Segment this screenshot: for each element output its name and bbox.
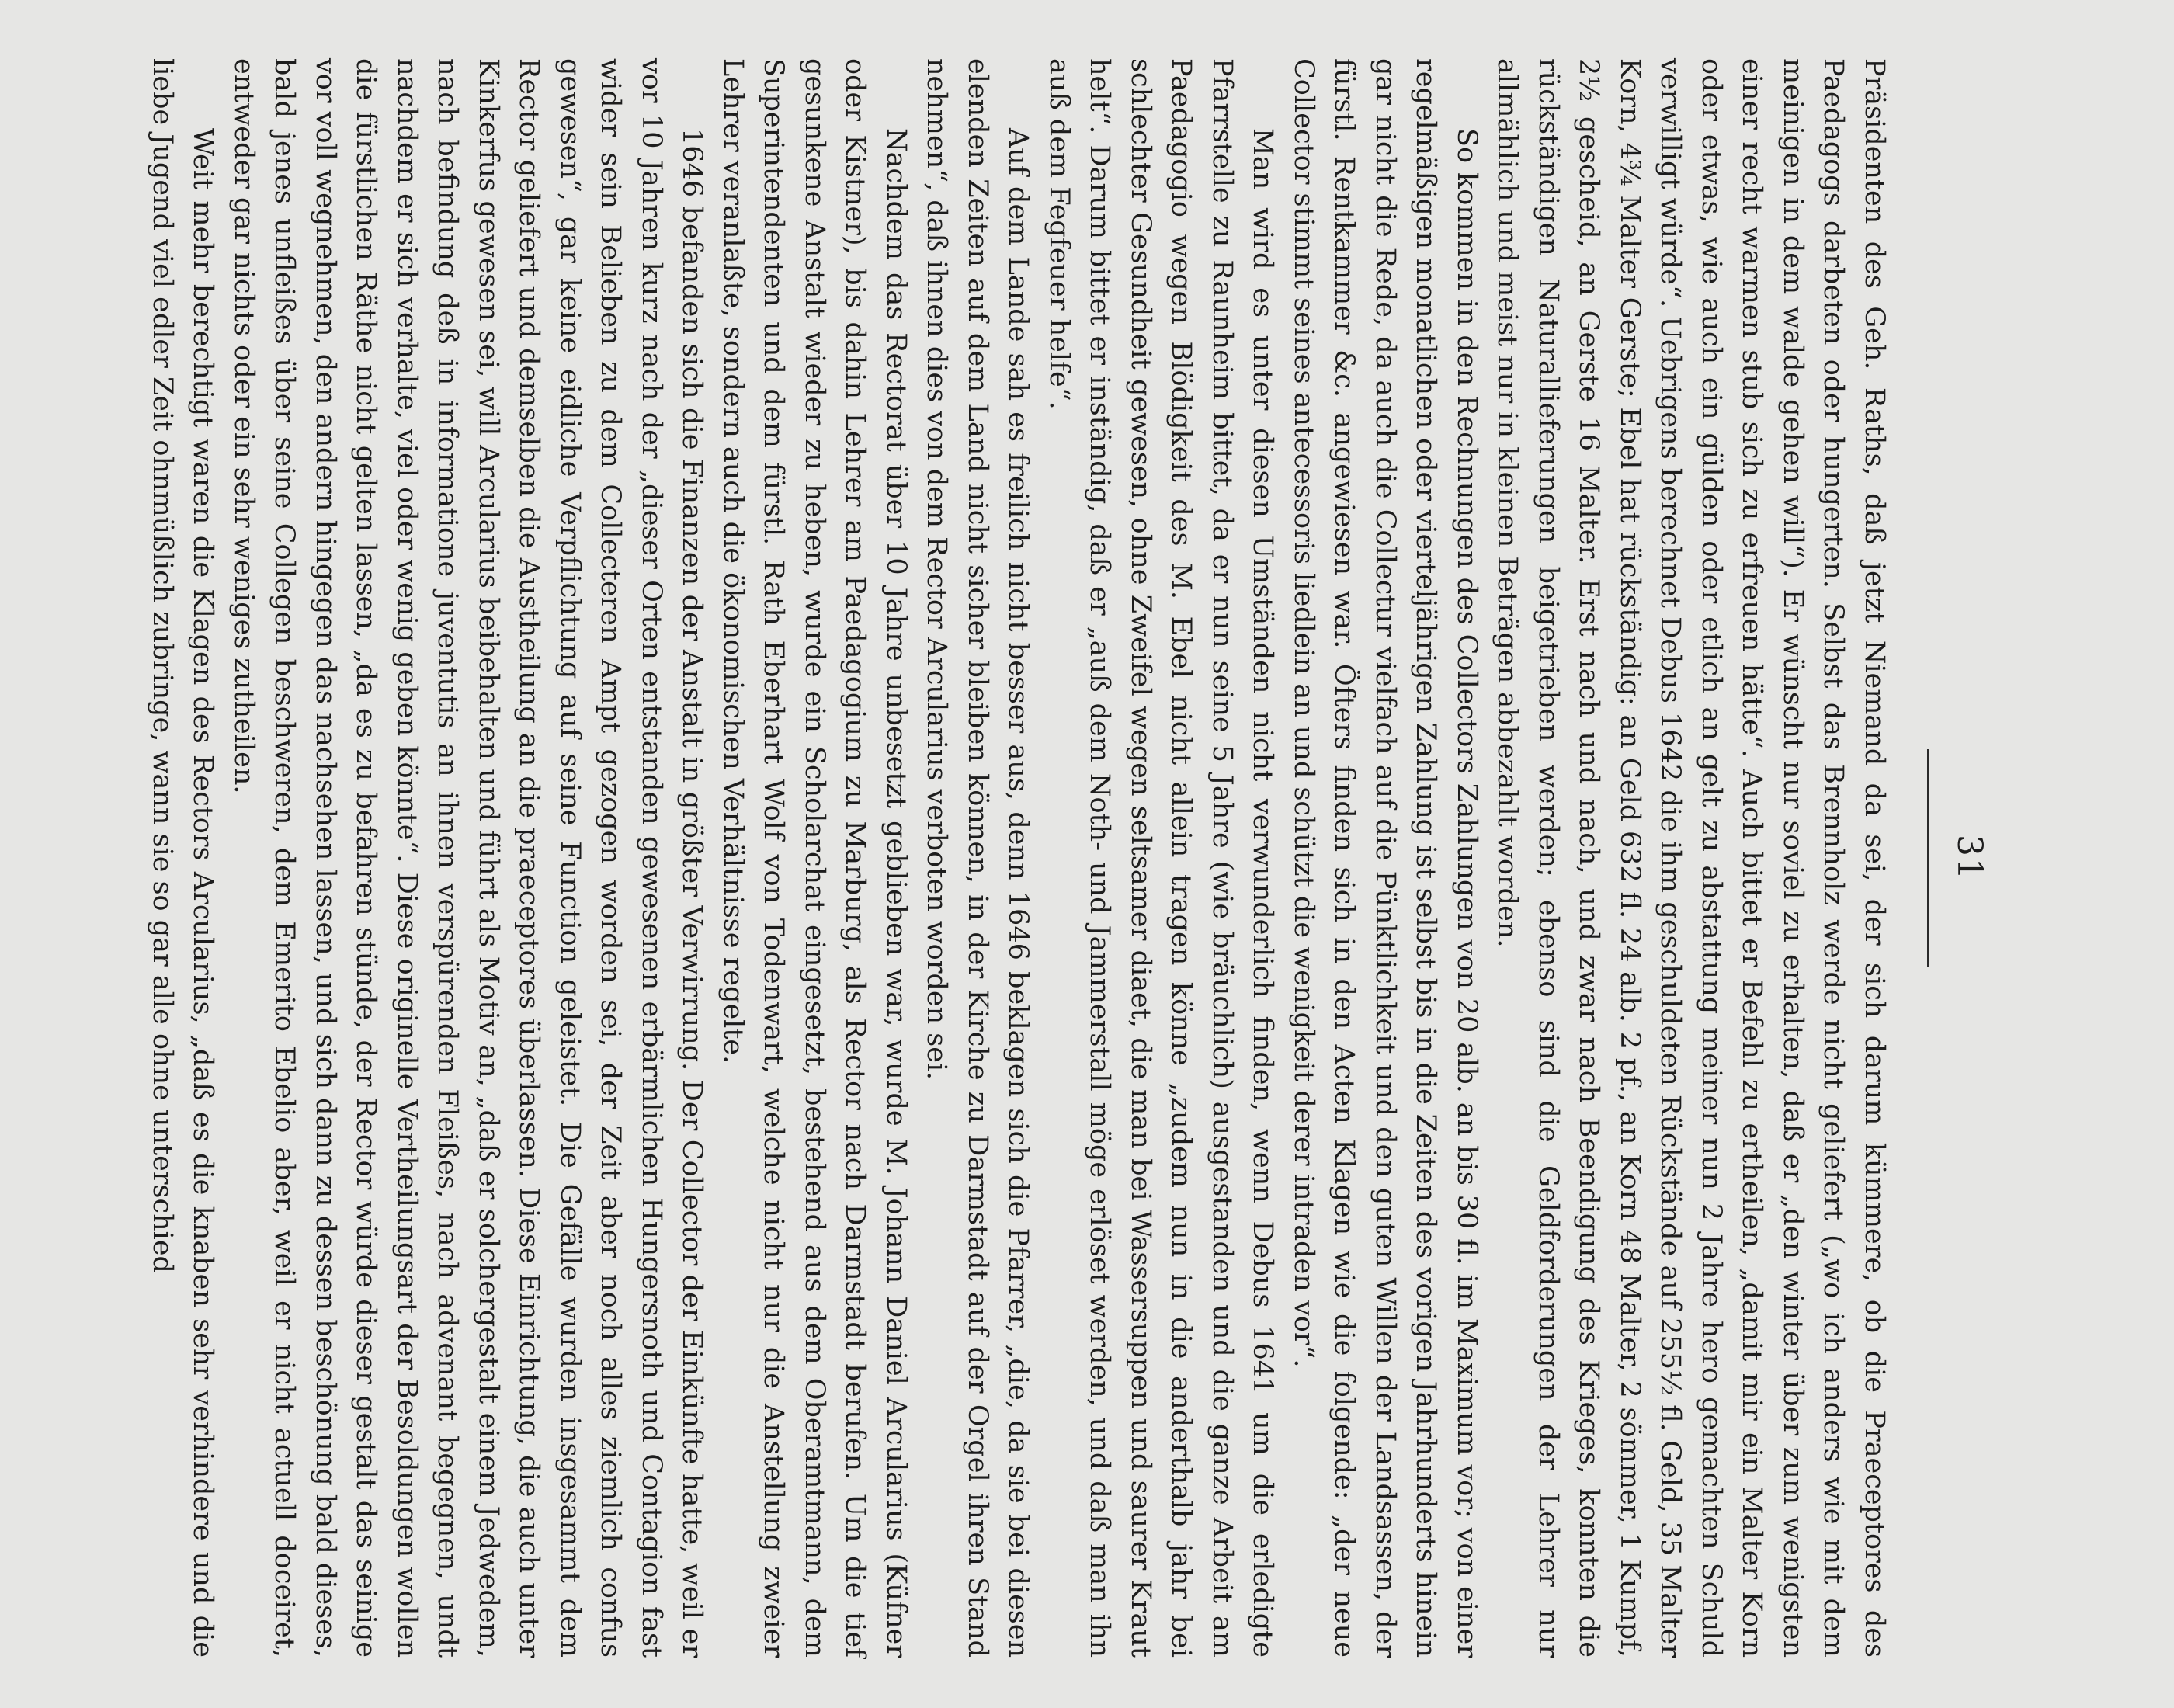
page-number: 31 <box>1950 835 1989 881</box>
paragraph-5: Nachdem das Rectorat über 10 Jahre unbesetzt geblieben war, wurde M. Johann Daniel Arcularius (Küfner oder Kistner), bis dahin Lehrer am Paedagogium zu Marburg, als Rector nach Darmstadt berufen. Um die tief gesunkene Anstalt wieder zu heben, wurde ein Scholarchat eingesetzt, bestehend aus dem Oberamtmann, dem Superintendenten und dem fürstl. Rath Eberhart Wolf von Todenwart, welche nicht nur die Anstellung zweier Lehrer veranlaßte, sondern auch die ökonomischen Verhältnisse regelte. <box>717 58 912 1658</box>
paragraph-7: Weit mehr berechtigt waren die Klagen des Rectors Arcularius, „daß es die knaben sehr verhindere und die liebe Jugend viel edler Zeit ohnmüßlich zubringe, wann sie so gar alle ohne unterschied <box>147 58 219 1658</box>
paragraph-4: Auf dem Lande sah es freilich nicht besser aus, denn 1646 beklagen sich die Pfarrer, „die, da sie bei diesen elenden Zeiten auf dem Land nicht sicher bleiben können, in der Kirche zu Darmstadt auf der Orgel ihren Stand nehmen“, daß ihnen dies von dem Rector Arcularius verboten worden sei. <box>921 58 1034 1658</box>
rotated-book-page <box>147 58 2019 1658</box>
header-rule <box>1927 749 1929 967</box>
paragraph-2: So kommen in den Rechnungen des Collectors Zahlungen von 20 alb. an bis 30 fl. im Maximum vor; von einer regelmäßigen monatlichen oder vierteljährigen Zahlung ist selbst bis in die Zeiten des vorigen Jahrhunderts hinein gar nicht die Rede, da auch die Collectur vielfach auf die Pünktlichkeit und den guten Willen der Landsassen, der fürstl. Rentkammer &c. angewiesen war. Öfters finden sich in den Acten Klagen wie die folgende: „der neue Collector stimmt seines antecessoris liedlein an und schützt die wenigkeit derer intraden vor“. <box>1288 58 1482 1658</box>
paragraph-3: Man wird es unter diesen Umständen nicht verwunderlich finden, wenn Debus 1641 um die erledigte Pfarrstelle zu Raunheim bittet, da er nun seine 5 Jahre (wie bräuchlich) ausgestanden und die ganze Arbeit am Paedagogio wegen Blödigkeit des M. Ebel nicht allein tragen könne „zudem nun in die anderthalb jahr bei schlechter Gesundheit gewesen, ohne Zweifel wegen seltsamer diaet, die man bei Wassersuppen und saurer Kraut helt“. Darum bittet er inständig, daß er „auß dem Noth- und Jammerstall möge erlöset werden, und daß man ihn auß dem Fegfeuer helfe“. <box>1044 58 1279 1658</box>
paragraph-1: Präsidenten des Geh. Raths, daß jetzt Niemand da sei, der sich darum kümmere, ob die Praeceptores des Paedagogs darbeten oder hungerten. Selbst das Brennholz werde nicht geliefert („wo ich anders wie mit dem meinigen in dem walde gehen will“). Er wünscht nur soviel zu erhalten, daß er „den winter über zum wenigsten einer recht warmen stub sich zu erfreuen hätte“. Auch bittet er Befehl zu ertheilen, „damit mir ein Malter Korn oder etwas, wie auch ein gülden oder etlich an gelt zu abstattung meiner nun 2 Jahre hero gemachten Schuld verwilligt würde“. Uebrigens berechnet Debus 1642 die ihm geschuldeten Rückstände auf 255½ fl. Geld, 35 Malter Korn, 4¾ Malter Gerste; Ebel hat rückständig: an Geld 632 fl. 24 alb. 2 pf., an Korn 48 Malter, 2 sömmer, 1 Kumpf, 2½ gescheid, an Gerste 16 Malter. Erst nach und nach, und zwar nach Beendigung des Krieges, konnten die rückständigen Naturallieferungen beigetrieben werden; ebenso sind die Geldforderungen der Lehrer nur allmählich und meist nur in kleinen Beträgen abbezahlt worden. <box>1492 58 1890 1658</box>
paragraph-6: 1646 befanden sich die Finanzen der Anstalt in größter Verwirrung. Der Collector der Einkünfte hatte, weil er vor 10 Jahren kurz nach der „dieser Orten entstanden gewesenen erbärmlichen Hungersnoth und Contagion fast wider sein Belieben zu dem Collecteren Ampt gezogen worden sei, der Zeit aber noch alles ziemlich confus gewesen“, gar keine eidliche Verpflichtung auf seine Function geleistet. Die Gefälle wurden insgesammt dem Rector geliefert und demselben die Austheilung an die praeceptores überlassen. Diese Einrichtung, die auch unter Kinkerfus gewesen sei, will Arcularius beibehalten und führt als Motiv an, „daß er solchergestalt einem Jedwedem, nach befindung deß in informatione juventutis an ihnen verspürenden Fleißes, nach advenant begegnen, undt nachdem er sich verhalte, viel oder wenig geben könnte“. Diese originelle Vertheilungsart der Besoldungen wollen die fürstlichen Räthe nicht gelten lassen, „da es zu befahren stünde, der Rector würde dieser gestalt das seinige vor voll wegnehmen, den andern hingegen das nachsehen lassen, und sich dann zu dessen beschönung bald dieses, bald jenes unfleißes über seine Collegen beschweren, dem Emerito Ebelio aber, weil er nicht actuell doceiret, entweder gar nichts oder ein sehr weniges zutheilen. <box>228 58 708 1658</box>
page-header <box>1902 58 2019 1658</box>
body-text <box>142 58 1895 1658</box>
